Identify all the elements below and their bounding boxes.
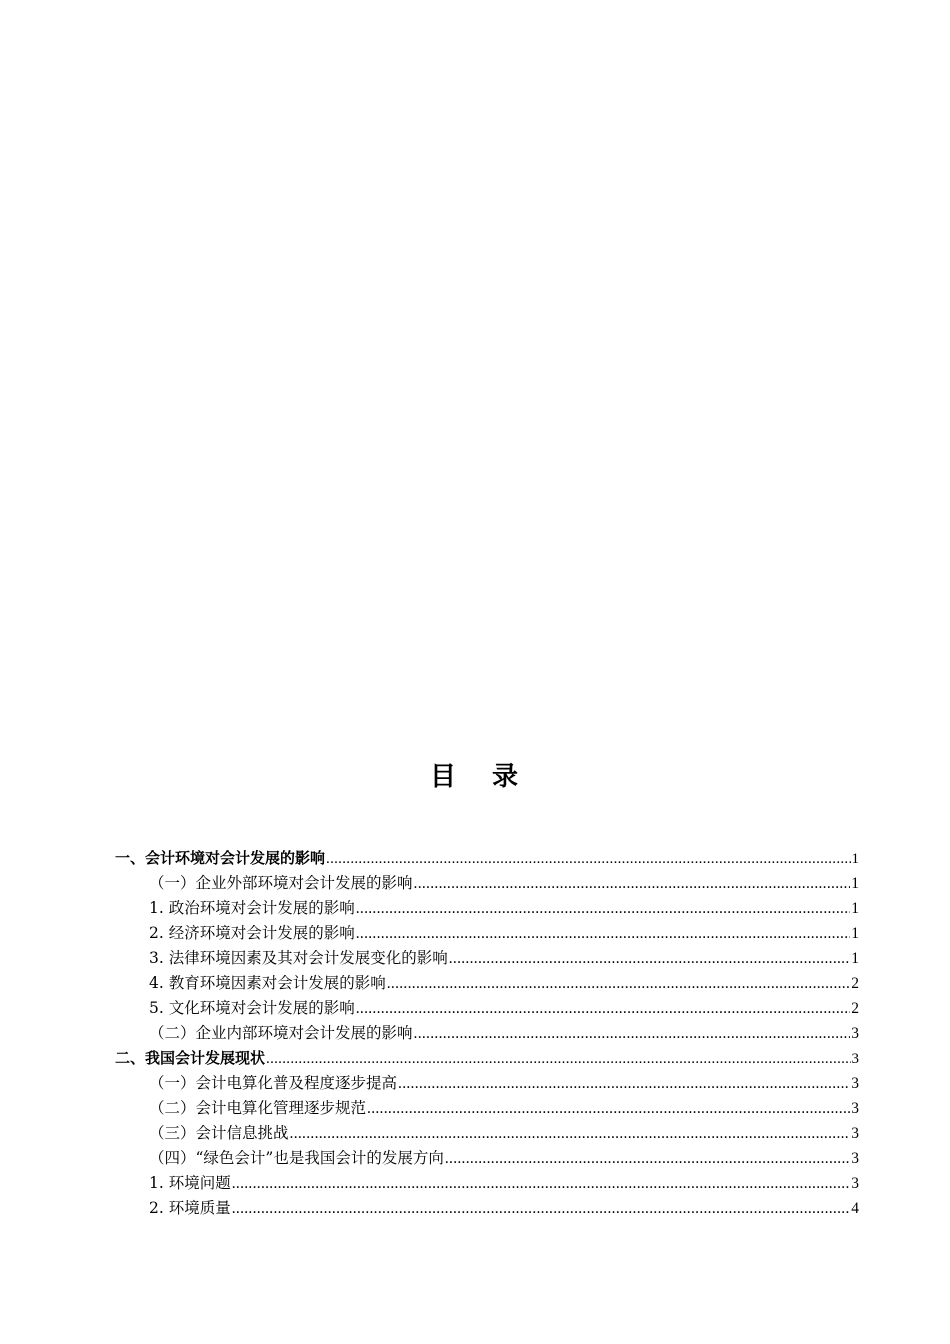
toc-entry[interactable]: [115, 871, 859, 896]
toc-entry-page-number: 1: [851, 950, 859, 967]
toc-entry-page-number: 2: [851, 1000, 859, 1017]
toc-entry-label: 1. 政治环境对会计发展的影响: [149, 899, 355, 917]
toc-entry-label: 1. 环境问题: [149, 1174, 231, 1192]
toc-entry[interactable]: [115, 1096, 859, 1121]
toc-leader-dots: [266, 1047, 850, 1071]
toc-entry-page-number: 3: [851, 1025, 859, 1042]
toc-entry-page-number: 1: [851, 925, 859, 942]
toc-entry-label: 二、我国会计发展现状: [115, 1049, 266, 1067]
toc-entry-label: 3. 法律环境因素及其对会计发展变化的影响: [149, 949, 448, 967]
toc-entry-label: （二）会计电算化管理逐步规范: [149, 1099, 367, 1117]
toc-entry[interactable]: [115, 971, 859, 996]
toc-entry-label: （二）企业内部环境对会计发展的影响: [149, 1024, 413, 1042]
toc-entry[interactable]: [115, 1171, 859, 1196]
toc-entry[interactable]: [115, 1046, 859, 1071]
toc-entry-label: 2. 经济环境对会计发展的影响: [149, 924, 355, 942]
toc-entry-label: （四）“绿色会计”也是我国会计的发展方向: [149, 1149, 444, 1167]
toc-entry-label: 2. 环境质量: [149, 1199, 231, 1217]
toc-entry-page-number: 1: [851, 851, 859, 867]
toc-entry-page-number: 3: [851, 1075, 859, 1092]
toc-title: [0, 756, 950, 793]
toc-leader-dots: [232, 1171, 851, 1196]
toc-entry-label: （一）企业外部环境对会计发展的影响: [149, 874, 413, 892]
toc-entry-page-number: 1: [851, 900, 859, 917]
toc-entry-label: （一）会计电算化普及程度逐步提高: [149, 1074, 398, 1092]
toc-entry[interactable]: [115, 946, 859, 971]
toc-title-char-2: 录: [492, 762, 521, 792]
toc-entry[interactable]: [115, 996, 859, 1021]
toc-leader-dots: [326, 847, 850, 871]
toc-leader-dots: [356, 996, 851, 1021]
toc-leader-dots: [445, 1146, 850, 1171]
toc-leader-dots: [290, 1121, 851, 1146]
toc-entry[interactable]: [115, 1071, 859, 1096]
toc-entry-label: 一、会计环境对会计发展的影响: [115, 849, 326, 867]
toc-entry-label: （三）会计信息挑战: [149, 1124, 289, 1142]
toc-entry-page-number: 3: [851, 1100, 859, 1117]
toc-entry-page-number: 3: [851, 1125, 859, 1142]
toc-leader-dots: [398, 1071, 850, 1096]
toc-leader-dots: [356, 896, 851, 921]
toc-entry-page-number: 3: [851, 1051, 859, 1067]
toc-entry[interactable]: [115, 921, 859, 946]
toc-entry[interactable]: [115, 1121, 859, 1146]
toc-leader-dots: [414, 871, 851, 896]
toc-entry-page-number: 4: [851, 1200, 859, 1217]
toc-entry-page-number: 2: [851, 975, 859, 992]
toc-entry-page-number: 3: [851, 1150, 859, 1167]
toc-leader-dots: [449, 946, 851, 971]
table-of-contents: [115, 846, 859, 1221]
toc-leader-dots: [356, 921, 851, 946]
toc-entry[interactable]: [115, 1146, 859, 1171]
toc-entry[interactable]: [115, 896, 859, 921]
toc-leader-dots: [232, 1196, 851, 1221]
toc-title-char-1: 目: [429, 762, 458, 792]
toc-entry[interactable]: [115, 1196, 859, 1221]
toc-entry-page-number: 3: [851, 1175, 859, 1192]
toc-leader-dots: [367, 1096, 850, 1121]
toc-entry-label: 4. 教育环境因素对会计发展的影响: [149, 974, 386, 992]
toc-leader-dots: [414, 1021, 851, 1046]
toc-entry-label: 5. 文化环境对会计发展的影响: [149, 999, 355, 1017]
toc-entry[interactable]: [115, 846, 859, 871]
toc-entry-page-number: 1: [851, 875, 859, 892]
toc-leader-dots: [387, 971, 851, 996]
toc-entry[interactable]: [115, 1021, 859, 1046]
